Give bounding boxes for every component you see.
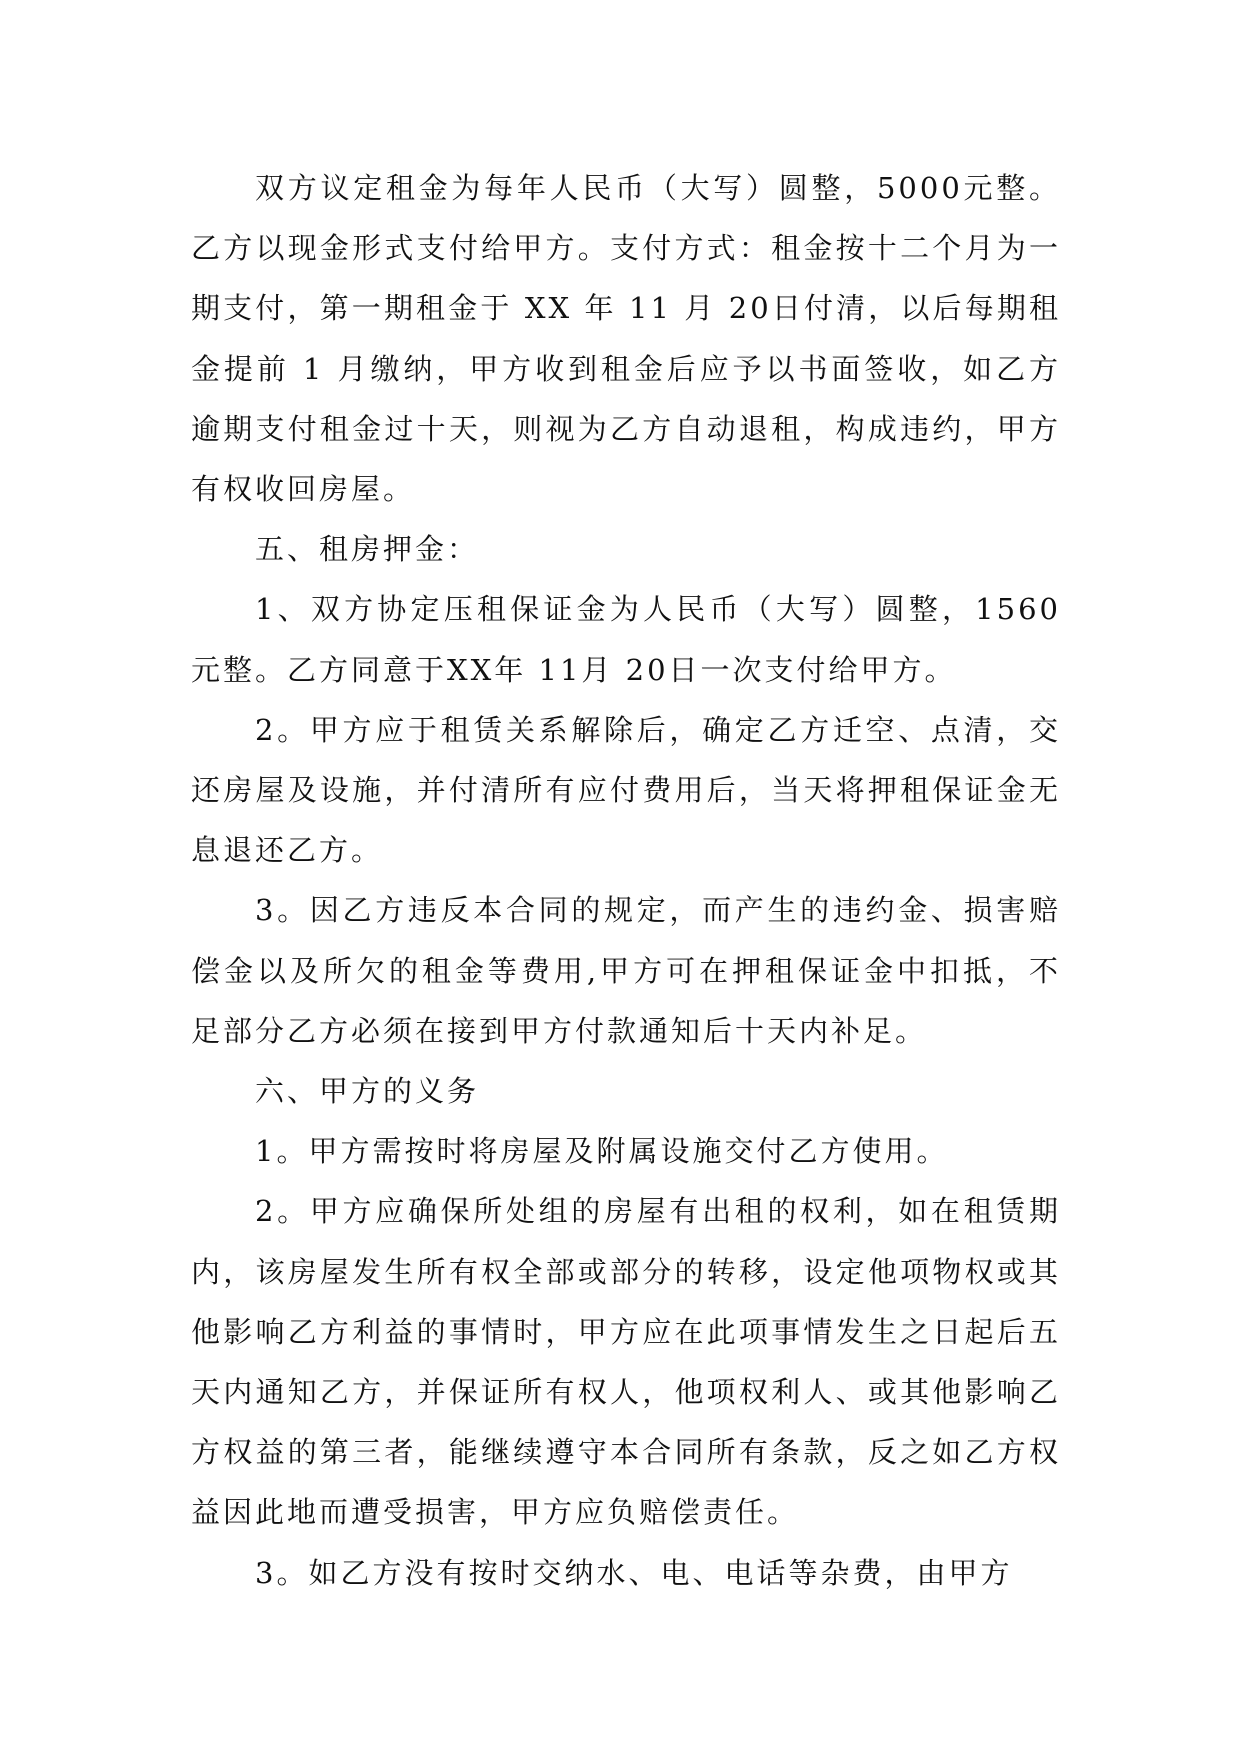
document-body <box>191 158 1061 1603</box>
paragraph-duty-1: 1。甲方需按时将房屋及附属设施交付乙方使用。 <box>255 1134 949 1169</box>
paragraph-duty-3: 3。如乙方没有按时交纳水、电、电话等杂费，由甲方 <box>255 1555 1013 1590</box>
paragraph-deposit-3: 3。因乙方违反本合同的规定，而产生的违约金、损害赔偿金以及所欠的租金等费用,甲方可在押租保证金中扣抵，不足部分乙方必须在接到甲方付款通知后十天内补足。 <box>191 893 1061 1048</box>
paragraph-rent-payment: 双方议定租金为每年人民币（大写）圆整，5000元整。乙方以现金形式支付给甲方。支付方式：租金按十二个月为一期支付，第一期租金于 XX 年 11 月 20日付清，以后每期租金提前 1 月缴纳，甲方收到租金后应予以书面签收，如乙方逾期支付租金过十天，则视为乙方自动退租，构成违约，甲方有权收回房屋。 <box>191 171 1061 507</box>
heading-section-5-deposit: 五、租房押金： <box>255 532 480 567</box>
paragraph-deposit-2: 2。甲方应于租赁关系解除后，确定乙方迁空、点清，交还房屋及设施，并付清所有应付费用后，当天将押租保证金无息退还乙方。 <box>191 712 1061 868</box>
heading-section-6-landlord-duties: 六、甲方的义务 <box>255 1074 480 1109</box>
paragraph-deposit-1: 1、双方协定压租保证金为人民币（大写）圆整，1560元整。乙方同意于XX年 11月 20日一次支付给甲方。 <box>191 592 1061 687</box>
paragraph-duty-2: 2。甲方应确保所处组的房屋有出租的权利，如在租赁期内，该房屋发生所有权全部或部分的转移，设定他项物权或其他影响乙方利益的事情时，甲方应在此项事情发生之日起后五天内通知乙方，并保证所有权人，他项权利人、或其他影响乙方权益的第三者，能继续遵守本合同所有条款，反之如乙方权益因此地而遭受损害，甲方应负赔偿责任。 <box>191 1194 1061 1530</box>
